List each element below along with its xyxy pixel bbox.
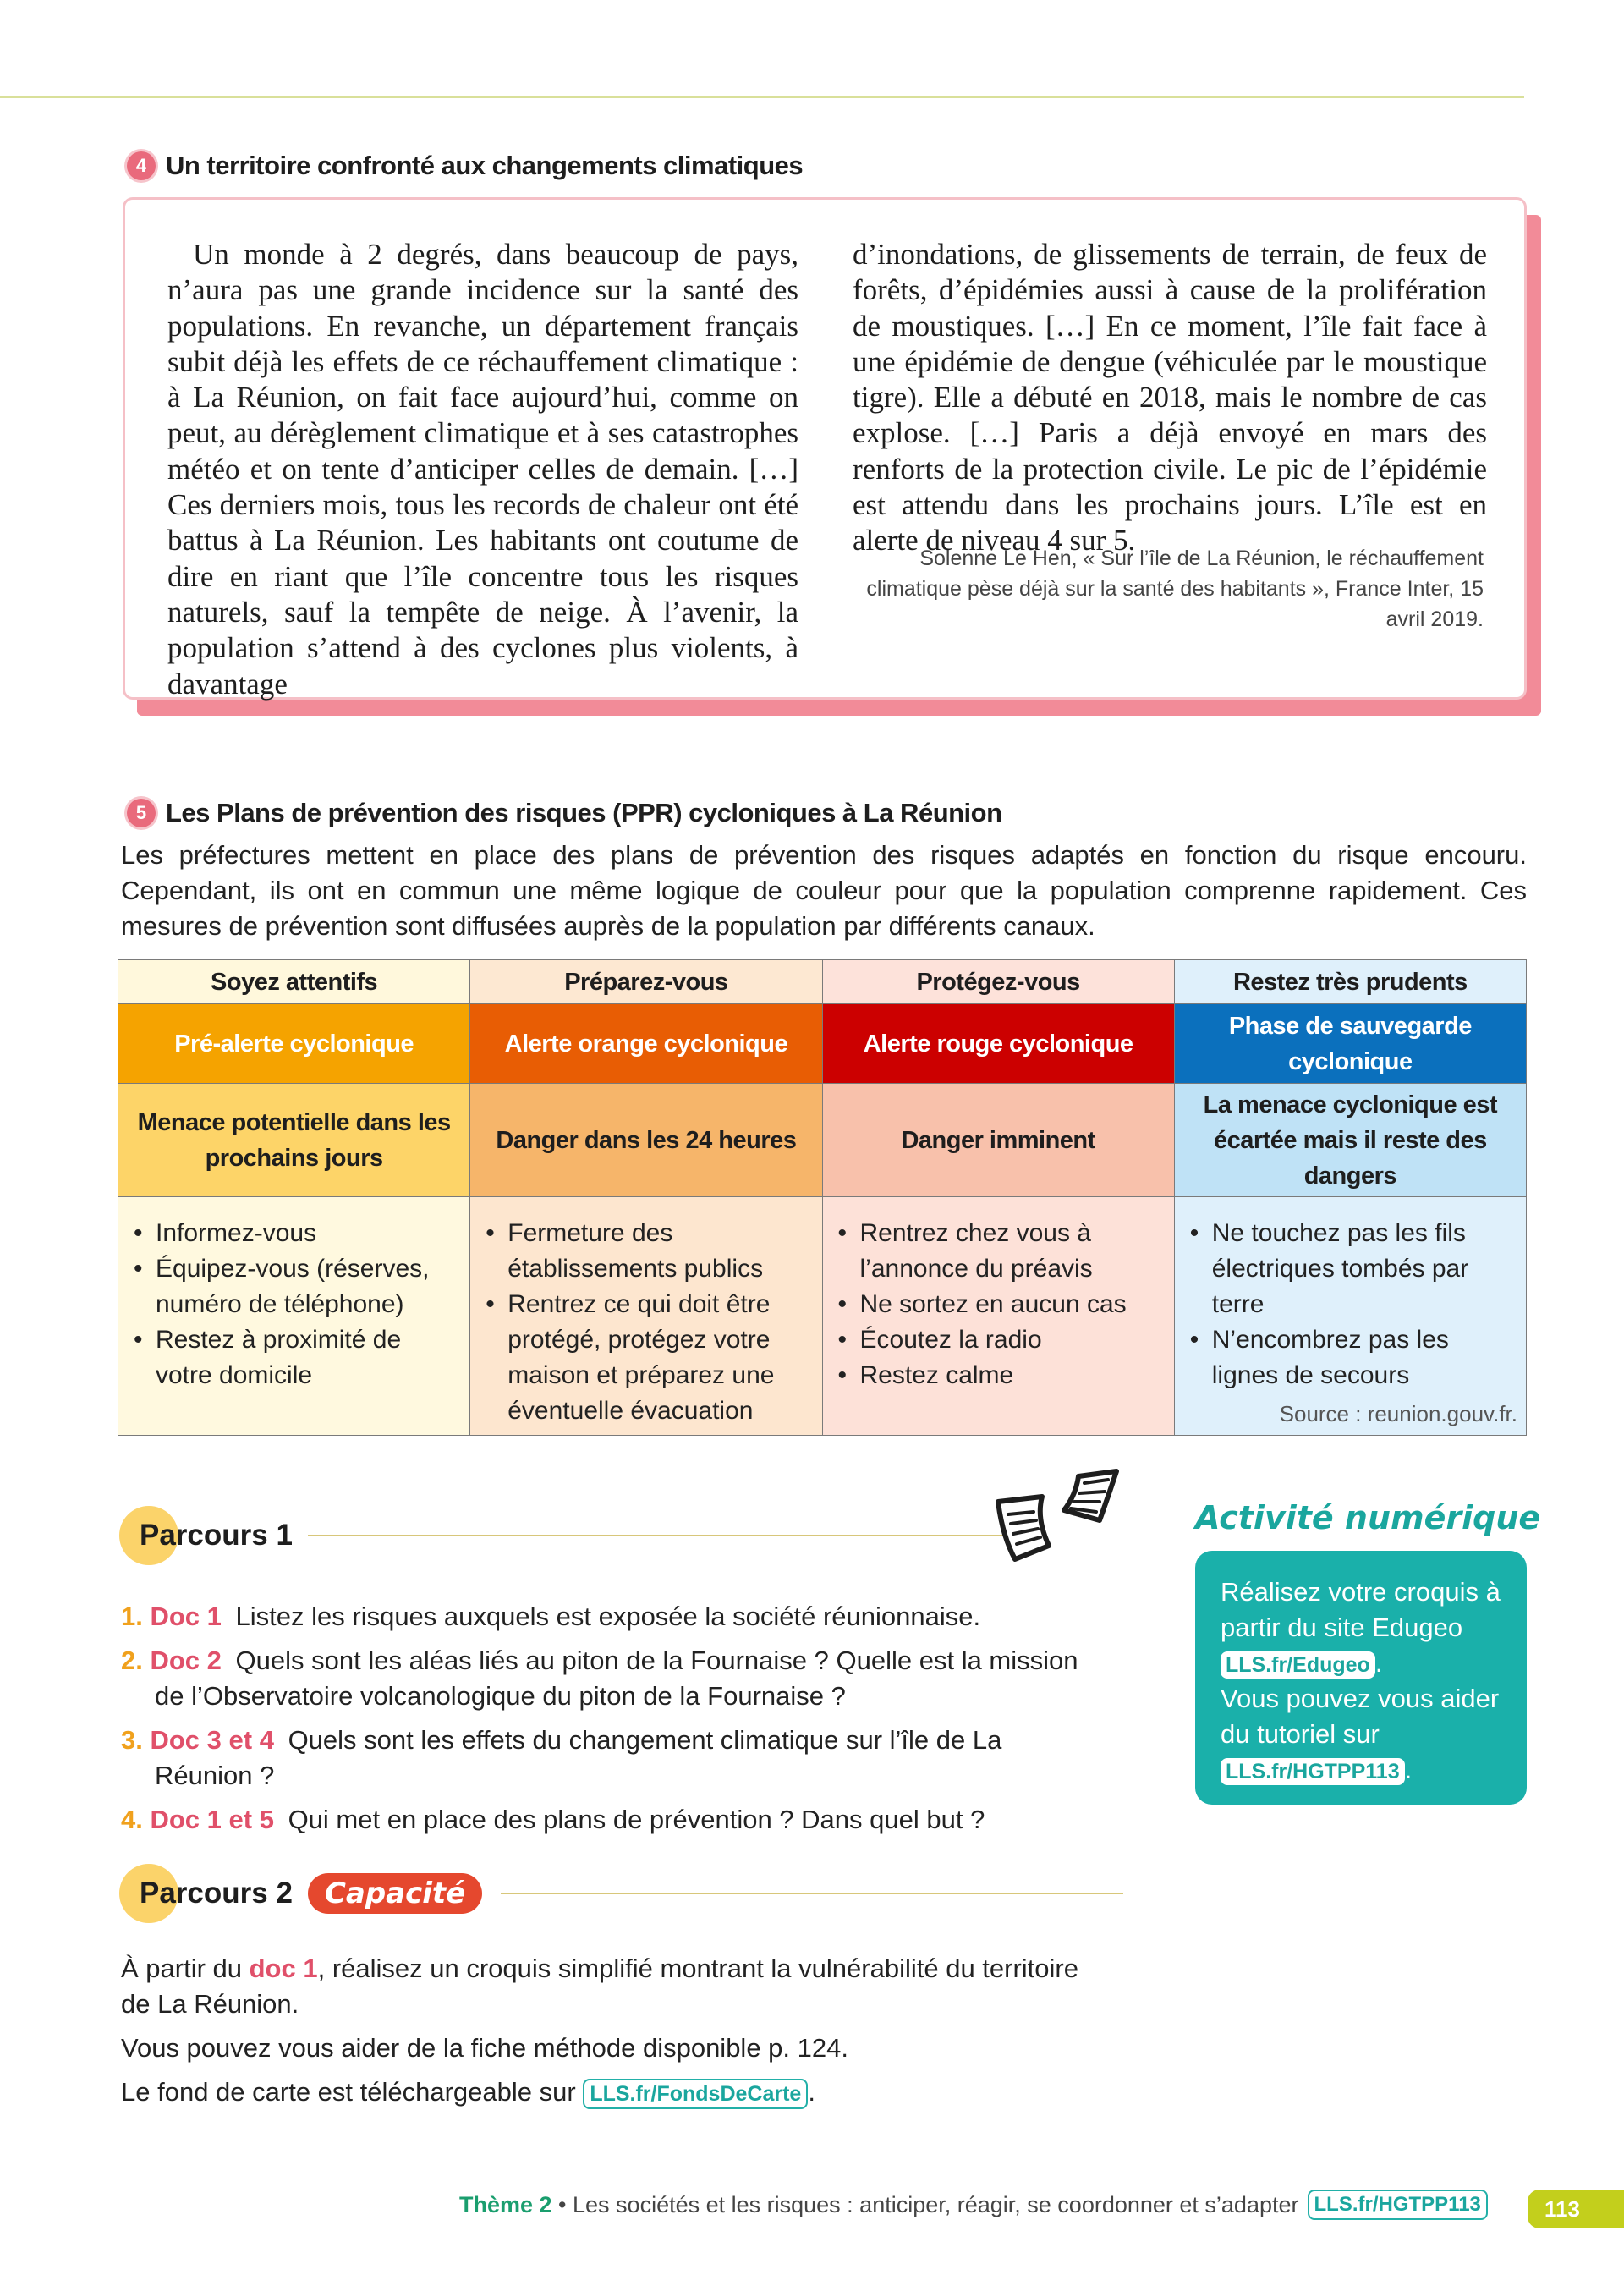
doc4-quote-box — [123, 197, 1527, 700]
parcours1-divider — [308, 1535, 1005, 1536]
question-doc-ref: Doc 3 et 4 — [150, 1725, 274, 1755]
doc-ref: doc 1 — [249, 1954, 318, 1983]
alert-cell-rouge: Alerte rouge cyclonique — [822, 1004, 1174, 1084]
text: , réalisez un croquis simplifié montrant la vulnérabilité du territoire de La Réunion. — [121, 1954, 1078, 2019]
parcours1-questions — [121, 1599, 1085, 1846]
list-item: • N’encombrez pas les lignes de secours — [1188, 1322, 1516, 1393]
capacite-badge: Capacité — [308, 1873, 482, 1914]
actions-cell — [470, 1197, 822, 1436]
documents-icon — [990, 1468, 1133, 1578]
parcours1-label: Parcours 1 — [140, 1519, 293, 1552]
tutoriel-link[interactable]: LLS.fr/HGTPP113 — [1221, 1758, 1405, 1785]
activite-numerique-box — [1195, 1551, 1527, 1805]
table-row-danger — [118, 1084, 1527, 1197]
question-item — [121, 1723, 1085, 1794]
actions-list — [118, 1197, 469, 1393]
table-source: Source : reunion.gouv.fr. — [1279, 1401, 1517, 1426]
danger-cell: Danger dans les 24 heures — [470, 1084, 822, 1197]
fonds-de-carte-link[interactable]: LLS.fr/FondsDeCarte — [583, 2079, 808, 2109]
question-text: Quels sont les aléas liés au piton de la Fournaise ? Quelle est la mission de l’Observatoire volcanologique du piton de la Fournaise ? — [155, 1646, 1078, 1711]
header-cell: Protégez-vous — [822, 960, 1174, 1004]
list-item: • Équipez-vous (réserves, numéro de téléphone) — [132, 1251, 459, 1322]
parcours1-header — [121, 1519, 1005, 1552]
doc5-title: Les Plans de prévention des risques (PPR) cycloniques à La Réunion — [166, 798, 1002, 827]
actions-list — [1175, 1197, 1526, 1393]
list-item: • Restez à proximité de votre domicile — [132, 1322, 459, 1393]
top-divider — [0, 96, 1524, 98]
question-text: Quels sont les effets du changement climatique sur l’île de La Réunion ? — [155, 1725, 1002, 1790]
actions-cell — [118, 1197, 470, 1436]
question-item — [121, 1802, 1085, 1838]
doc4-header — [127, 151, 803, 181]
quote-source: Solenne Le Hen, « Sur l’île de La Réunion, le réchauffement climatique pèse déjà sur la santé des habitants », France Inter, 15 avril 2019. — [866, 547, 1484, 631]
question-number: 4. — [121, 1805, 143, 1834]
table-row-headers — [118, 960, 1527, 1004]
list-item: • Écoutez la radio — [837, 1322, 1164, 1358]
table-row-alerts — [118, 1004, 1527, 1084]
actions-list — [470, 1197, 821, 1429]
header-cell: Restez très prudents — [1174, 960, 1526, 1004]
footer-theme: Thème 2 — [459, 2191, 552, 2217]
parcours2-map-note — [121, 2074, 1094, 2110]
list-item: • Restez calme — [837, 1358, 1164, 1393]
footer-link[interactable]: LLS.fr/HGTPP113 — [1308, 2190, 1488, 2220]
activite-text: Vous pouvez vous aider du tutoriel sur — [1221, 1684, 1500, 1749]
question-number: 1. — [121, 1602, 143, 1631]
page-number: 113 — [1528, 2190, 1624, 2228]
ppr-table — [118, 959, 1527, 1436]
alert-cell-orange: Alerte orange cyclonique — [470, 1004, 822, 1084]
punct: . — [1374, 1648, 1383, 1678]
list-item: • Fermeture des établissements publics — [484, 1216, 811, 1287]
parcours2-text — [121, 1951, 1094, 2118]
question-text: Listez les risques auxquels est exposée la société réunionnaise. — [235, 1602, 981, 1631]
doc5-intro: Les préfectures mettent en place des plans de prévention des risques adaptés en fonction du risque encouru. Cependant, ils ont en commun une même logique de couleur pour que la population comprenne rapidement. Ces mesures de prévention sont diffusées auprès de la population par différents canaux. — [121, 840, 1527, 941]
doc4-title: Un territoire confronté aux changements climatiques — [166, 151, 804, 180]
list-item: • Rentrez ce qui doit être protégé, protégez votre maison et préparez une éventuelle évacuation — [484, 1287, 811, 1429]
text: . — [808, 2077, 815, 2107]
page-footer — [459, 2190, 1488, 2220]
text: À partir du — [121, 1954, 250, 1983]
footer-text: Les sociétés et les risques : anticiper, réagir, se coordonner et s’adapter — [573, 2191, 1299, 2217]
header-cell: Soyez attentifs — [118, 960, 470, 1004]
footer-separator: • — [551, 2191, 573, 2217]
parcours2-instruction — [121, 1951, 1094, 2022]
actions-list — [823, 1197, 1174, 1393]
question-text: Qui met en place des plans de prévention ? Dans quel but ? — [288, 1805, 985, 1834]
question-item — [121, 1599, 1085, 1635]
list-item: • Informez-vous — [132, 1216, 459, 1251]
list-item: • Ne sortez en aucun cas — [837, 1287, 1164, 1322]
danger-cell: Danger imminent — [822, 1084, 1174, 1197]
table-row-actions — [118, 1197, 1527, 1436]
danger-cell: La menace cyclonique est écartée mais il reste des dangers — [1174, 1084, 1526, 1197]
doc5-number-badge: 5 — [127, 799, 156, 827]
alert-cell-pre-alerte: Pré-alerte cyclonique — [118, 1004, 470, 1084]
text: Le fond de carte est téléchargeable sur — [121, 2077, 584, 2107]
actions-cell — [822, 1197, 1174, 1436]
parcours2-header — [121, 1873, 1123, 1914]
alert-cell-sauvegarde: Phase de sauvegarde cyclonique — [1174, 1004, 1526, 1084]
activite-text: Réalisez votre croquis à partir du site Edugeo — [1221, 1577, 1501, 1642]
parcours2-method-note: Vous pouvez vous aider de la fiche méthode disponible p. 124. — [121, 2033, 848, 2063]
punct: . — [1404, 1755, 1413, 1784]
question-number: 2. — [121, 1646, 143, 1675]
actions-cell — [1174, 1197, 1526, 1436]
question-doc-ref: Doc 2 — [150, 1646, 222, 1675]
list-item: • Rentrez chez vous à l’annonce du préavis — [837, 1216, 1164, 1287]
question-doc-ref: Doc 1 — [150, 1602, 222, 1631]
quote-text-right: d’inondations, de glissements de terrain, de feux de forêts, d’épidémies aussi à cause de la prolifération de moustiques. […] En ce moment, l’île fait face à une épidémie de dengue (véhiculée par le moustique tigre). Elle a débuté en 2018, mais le nombre de cas explose. […] Paris a déjà envoyé en mars des renforts de la protection civile. Le pic de l’épidémie est attendu dans les prochains jours. L’île est en alerte de niveau 4 sur 5. — [853, 238, 1487, 558]
activite-numerique-title: Activité numérique — [1195, 1499, 1541, 1536]
parcours2-divider — [501, 1893, 1123, 1894]
quote-text-left: Un monde à 2 degrés, dans beaucoup de pays, n’aura pas une grande incidence sur la santé des populations. En revanche, un département français subit déjà les effets de ce réchauffement climatique : à La Réunion, on fait face aujourd’hui, comme on peut, au dérèglement climatique et à ses catastrophes météo et on tente d’anticiper celles de demain. […] Ces derniers mois, tous les records de chaleur ont été battus à La Réunion. Les habitants ont coutume de dire en riant que l’île concentre tous les risques naturels, sauf la tempête de neige. À l’avenir, la population s’attend à des cyclones plus violents, à davantage — [167, 238, 798, 701]
question-doc-ref: Doc 1 et 5 — [150, 1805, 274, 1834]
edugeo-link[interactable]: LLS.fr/Edugeo — [1221, 1651, 1375, 1679]
list-item: • Ne touchez pas les fils électriques tombés par terre — [1188, 1216, 1516, 1322]
question-item — [121, 1643, 1085, 1714]
parcours2-label: Parcours 2 — [140, 1877, 293, 1910]
header-cell: Préparez-vous — [470, 960, 822, 1004]
doc5-header — [127, 798, 1002, 828]
doc4-number-badge: 4 — [127, 151, 156, 180]
question-number: 3. — [121, 1725, 143, 1755]
danger-cell: Menace potentielle dans les prochains jours — [118, 1084, 470, 1197]
